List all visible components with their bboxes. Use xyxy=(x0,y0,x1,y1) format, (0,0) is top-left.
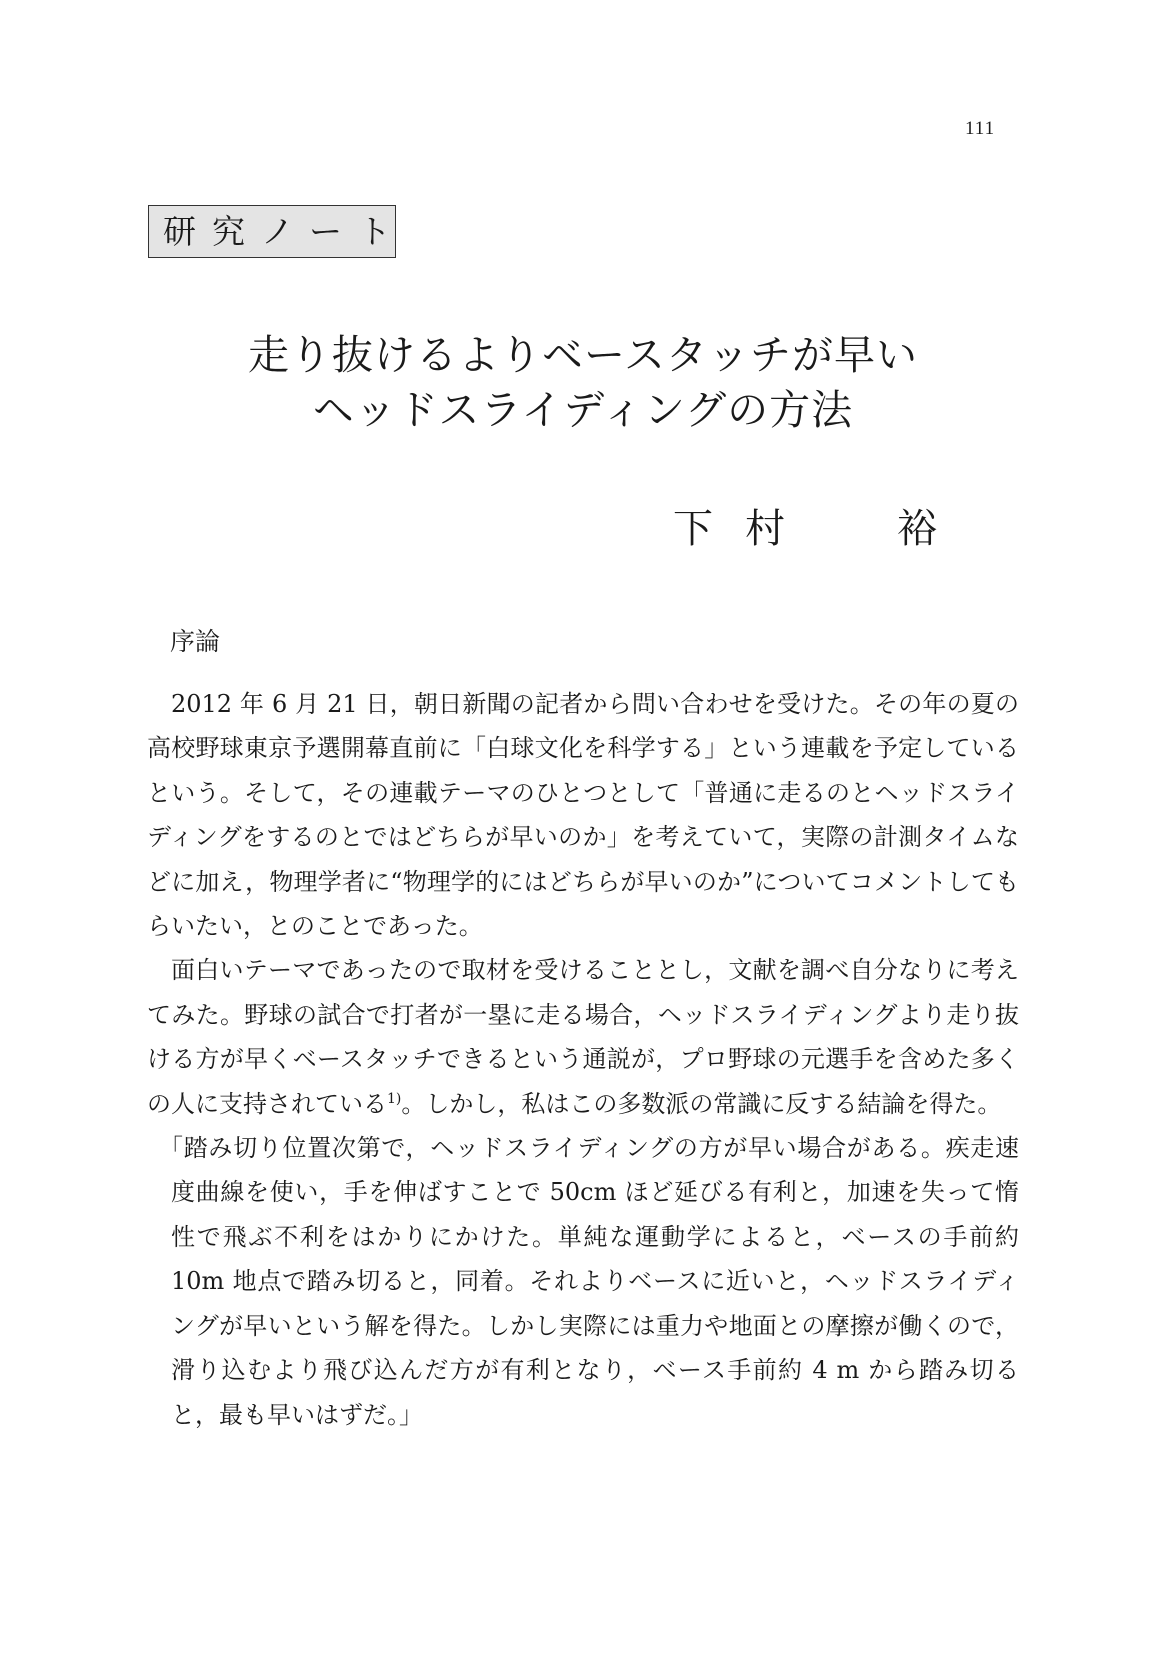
section-heading: 序論 xyxy=(170,627,221,656)
author-family-name-1: 下 xyxy=(673,506,713,552)
title-line-2: ヘッドスライディングの方法 xyxy=(312,386,854,434)
article-title xyxy=(0,328,1166,438)
title-line-1: 走り抜けるよりベースタッチが早い xyxy=(248,331,918,379)
paragraph-2-text-b: 。しかし，私はこの多数派の常識に反する結論を得た。 xyxy=(401,1089,1002,1118)
paragraph-2 xyxy=(147,948,1019,1126)
paragraph-1: 2012 年 6 月 21 日，朝日新聞の記者から問い合わせを受けた。その年の夏の高校野球東京予選開幕直前に「白球文化を科学する」という連載を予定しているという。そして，その連載テーマのひとつとして「普通に走るのとヘッドスライディングをするのとではどちらが早いのか」を考えていて，実際の計測タイムなどに加え，物理学者に“物理学的にはどちらが早いのか”についてコメントしてもらいたい，とのことであった。 xyxy=(147,690,1019,941)
section-label: 研究ノート xyxy=(148,205,396,258)
paragraph-3-quote: 「踏み切り位置次第で，ヘッドスライディングの方が早い場合がある。疾走速度曲線を使い，手を伸ばすことで 50cm ほど延びる有利と，加速を失って惰性で飛ぶ不利をはかりにかけた。単純な運動学によると，ベースの手前約 10m 地点で踏み切ると，同着。それよりベースに近いと，ヘッドスライディングが早いという解を得た。しかし実際には重力や地面との摩擦が働くので，滑り込むより飛び込んだ方が有利となり，ベース手前約 4 m から踏み切ると，最も早いはずだ。」 xyxy=(159,1134,1019,1429)
body-text xyxy=(147,682,1019,1437)
paragraph-2-text-a: 面白いテーマであったので取材を受けることとし，文献を調べ自分なりに考えてみた。野球の試合で打者が一塁に走る場合，ヘッドスライディングより走り抜ける方が早くベースタッチできるという通説が，プロ野球の元選手を含めた多くの人に支持されている xyxy=(147,956,1019,1118)
reference-marker: 1) xyxy=(387,1090,402,1107)
page-number: 111 xyxy=(965,118,996,139)
author-given-name: 裕 xyxy=(897,506,937,552)
author-name xyxy=(673,497,973,552)
author-family-name-2: 村 xyxy=(745,506,785,552)
